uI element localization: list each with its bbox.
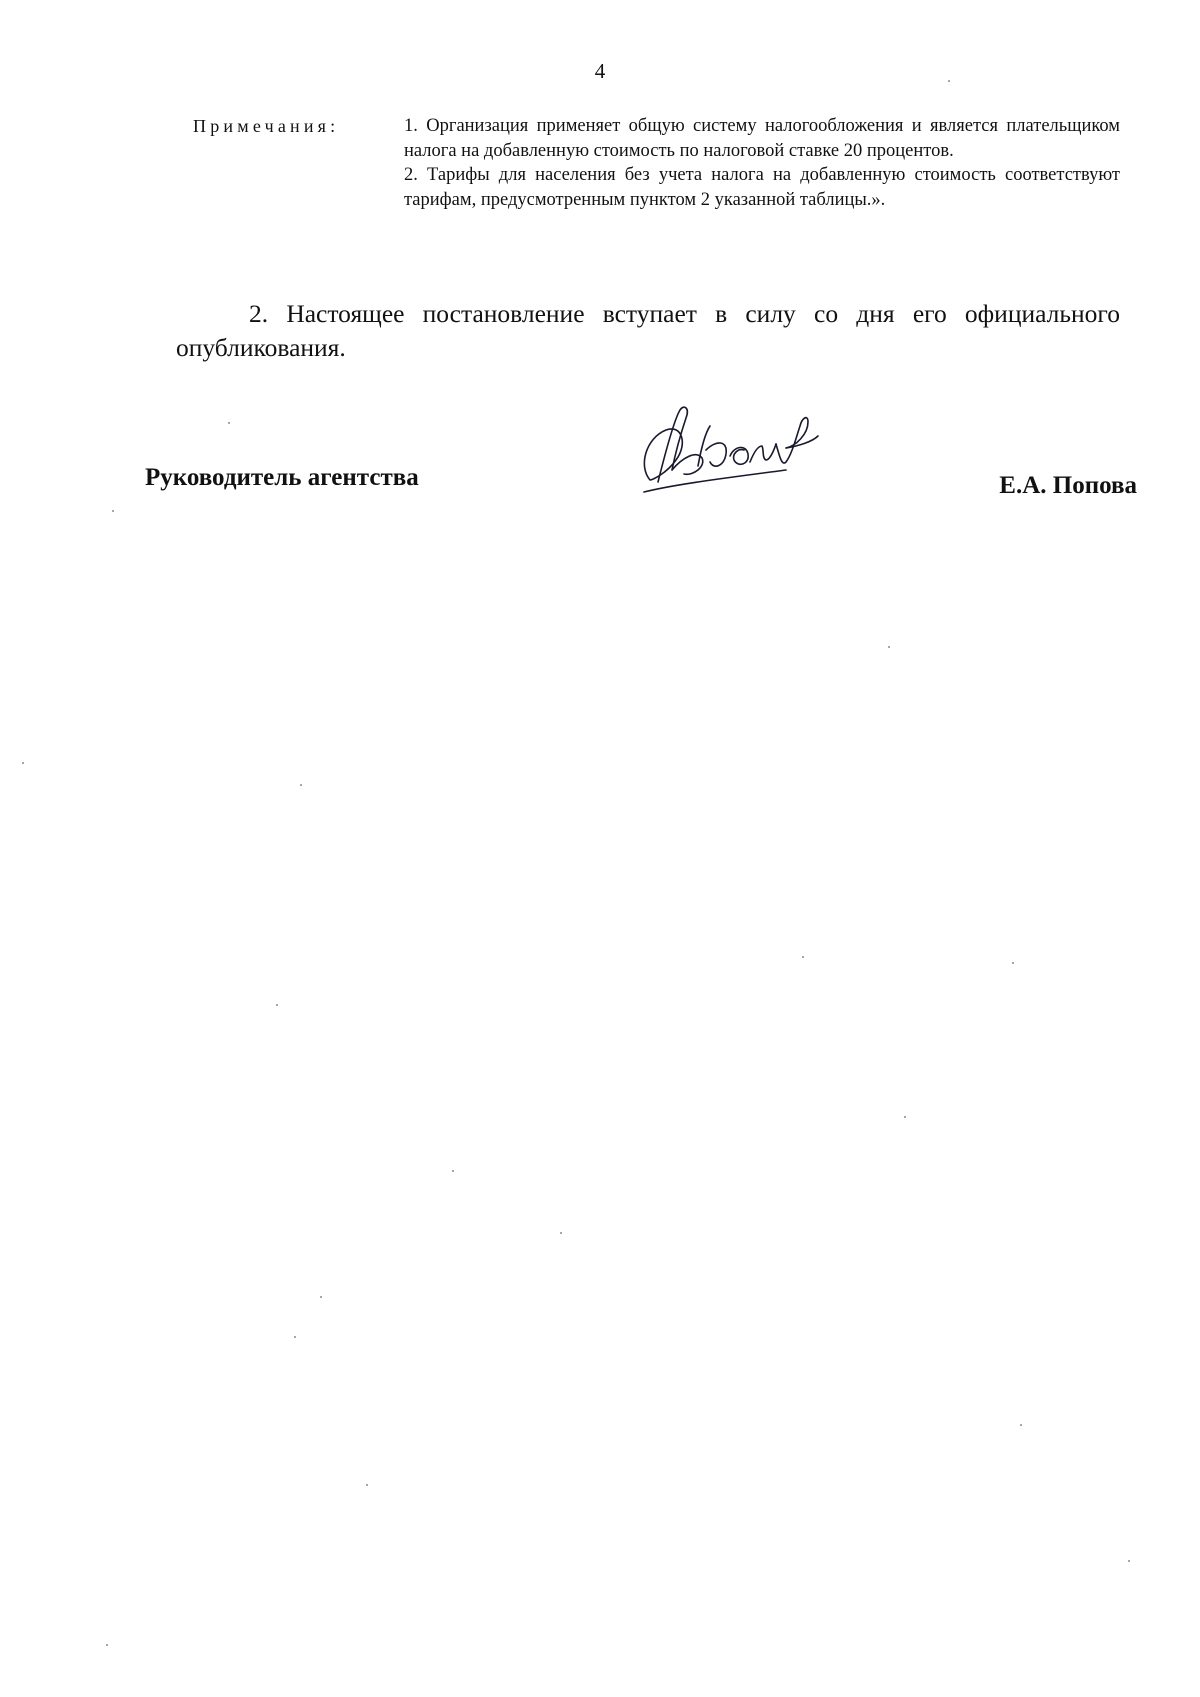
scan-speck [276,1004,278,1006]
scan-speck [1128,1560,1130,1562]
note-item-1: 1. Организация применяет общую систему налогообложения и является плательщиком налога на добавленную стоимость по налоговой ставке 20 процентов. [404,116,1120,161]
scan-speck [294,1336,296,1338]
handwritten-signature [636,400,826,500]
scan-speck [560,1232,562,1234]
scan-speck [228,422,230,424]
effective-date-paragraph: 2. Настоящее постановление вступает в силу со дня его официального опубликования. [176,299,1120,362]
scan-speck [366,1484,368,1486]
page-number: 4 [594,59,606,83]
scan-speck [948,80,950,82]
scan-speck [452,1170,454,1172]
scan-speck [112,510,114,512]
scan-speck [1012,962,1014,964]
signatory-title: Руководитель агентства [145,464,419,491]
scan-speck [802,956,804,958]
scan-speck [320,1296,322,1298]
scan-speck [22,762,24,764]
scan-speck [1020,1424,1022,1426]
scan-speck [106,1644,108,1646]
scan-speck [300,784,302,786]
scan-speck [904,1116,906,1118]
scan-speck [888,646,890,648]
note-item-2: 2. Тарифы для населения без учета налога на добавленную стоимость соответствуют тарифам, предусмотренным пунктом 2 указанной таблицы.». [404,165,1120,210]
notes-label: Примечания: [193,116,340,136]
notes-list [404,114,1120,212]
signatory-name: Е.А. Попова [999,472,1137,499]
